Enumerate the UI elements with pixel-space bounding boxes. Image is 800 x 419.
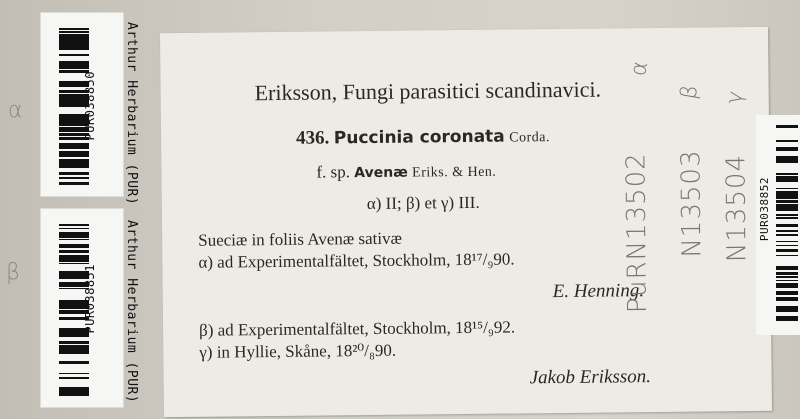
species-line <box>296 125 550 150</box>
herbarium-name-2: Arthur Herbarium (PUR) <box>124 220 139 404</box>
collection-gamma: γ) in Hyllie, Skåne, 18²⁰/₈90. <box>199 340 397 362</box>
herbarium-name-1: Arthur Herbarium (PUR) <box>124 22 139 206</box>
collector-henning: E. Henning. <box>552 280 645 303</box>
species-author: Corda. <box>509 130 551 146</box>
locality-host: Sueciæ in foliis Avenæ sativæ <box>198 228 402 250</box>
forma-name: Avenæ <box>354 164 408 182</box>
barcode-code-1: PUR038850 <box>83 71 97 141</box>
forma-prefix: f. sp. <box>316 162 351 182</box>
handwritten-mark-beta: β <box>676 83 704 102</box>
handwritten-mark-alpha: α <box>626 59 654 78</box>
barcode-label-3 <box>756 115 800 335</box>
barcode-stripe <box>59 182 89 185</box>
exsiccata-label-card <box>160 27 772 417</box>
exsiccata-number: 436. <box>296 127 330 149</box>
collection-alpha: α) ad Experimentalfältet, Stockholm, 18¹⁷/₉90. <box>198 249 515 272</box>
barcode-3 <box>776 125 798 325</box>
barcode-code-3: PUR038852 <box>758 177 771 242</box>
barcode-stripe <box>776 321 798 324</box>
barcode-label-1 <box>40 12 124 197</box>
handwritten-accession-3: N13504 <box>721 153 753 263</box>
forma-specialis-line <box>316 161 496 183</box>
pencil-mark-alpha: α <box>8 98 23 123</box>
pencil-mark-beta: β <box>6 260 21 285</box>
barcode-stripe <box>59 395 89 396</box>
barcode-code-2: PUR038851 <box>83 264 97 334</box>
handwritten-accession-1: PuRN13502 <box>621 152 653 314</box>
barcode-label-2 <box>40 208 124 408</box>
collector-eriksson: Jakob Eriksson. <box>529 366 652 389</box>
handwritten-accession-2: N13503 <box>676 149 708 258</box>
spore-stages: α) II; β) et γ) III. <box>366 192 480 214</box>
exsiccata-series-title: Eriksson, Fungi parasitici scandinavici. <box>254 76 602 106</box>
species-name: Puccinia coronata <box>333 126 505 149</box>
collection-beta: β) ad Experimentalfältet, Stockholm, 18¹⁵/₉92. <box>199 317 516 340</box>
handwritten-mark-gamma: γ <box>721 89 749 107</box>
forma-author: Eriks. & Hen. <box>412 164 497 181</box>
